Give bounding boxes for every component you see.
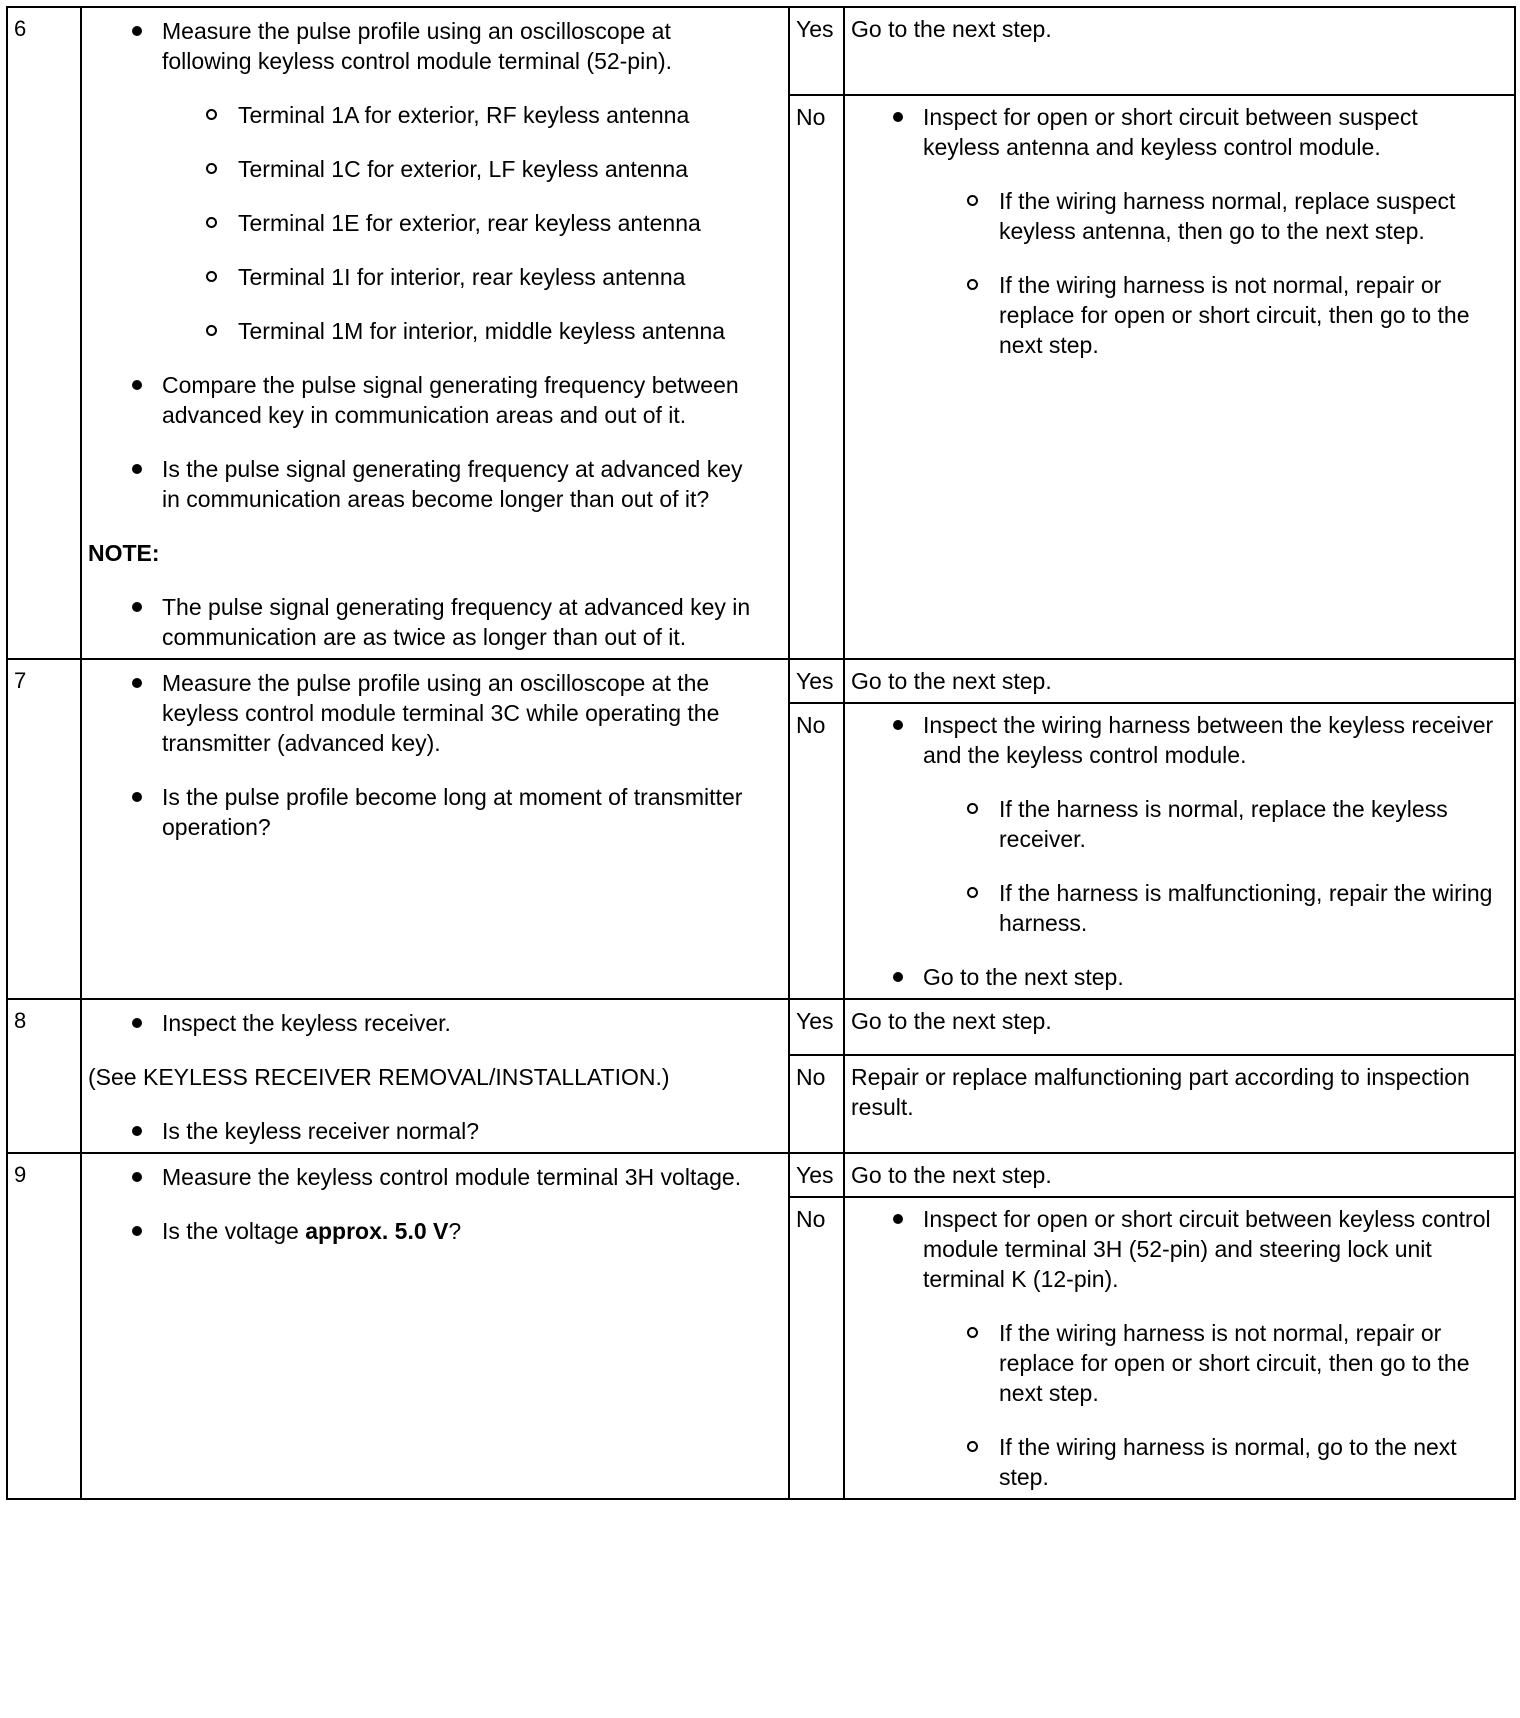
instruction-item: The pulse signal generating frequency at advanced key in communication are as twice as longer than out of it. bbox=[88, 592, 758, 652]
instruction-subitem: Terminal 1C for exterior, LF keyless antenna bbox=[88, 154, 758, 184]
action-subitem: If the harness is malfunctioning, repair the wiring harness. bbox=[851, 878, 1500, 938]
instruction-item: Is the pulse profile become long at moment of transmitter operation? bbox=[88, 782, 758, 842]
action-text: Go to the next step. bbox=[851, 1008, 1052, 1034]
instruction-item: Compare the pulse signal generating frequency between advanced key in communication areas and out of it. bbox=[88, 370, 758, 430]
action-subitem: If the wiring harness is normal, go to the next step. bbox=[851, 1432, 1500, 1492]
voltage-value: approx. 5.0 V bbox=[305, 1218, 449, 1244]
table-body bbox=[7, 7, 1515, 1499]
step-instructions bbox=[81, 659, 789, 999]
no-label: No bbox=[789, 1055, 844, 1153]
yes-action bbox=[844, 1153, 1515, 1197]
yes-action bbox=[844, 7, 1515, 95]
action-subitem: If the wiring harness normal, replace suspect keyless antenna, then go to the next step. bbox=[851, 186, 1500, 246]
instruction-text: Is the voltage bbox=[162, 1218, 306, 1244]
action-text: Go to the next step. bbox=[851, 1162, 1052, 1188]
no-label: No bbox=[789, 1197, 844, 1499]
yes-label: Yes bbox=[789, 7, 844, 95]
instruction-reference: (See KEYLESS RECEIVER REMOVAL/INSTALLATION.) bbox=[88, 1064, 670, 1090]
yes-label: Yes bbox=[789, 999, 844, 1055]
no-action bbox=[844, 1055, 1515, 1153]
step-number: 8 bbox=[7, 999, 81, 1153]
instruction-item: Measure the pulse profile using an oscilloscope at the keyless control module terminal 3C while operating the transmitter (advanced key). bbox=[88, 668, 758, 758]
step-row-6 bbox=[7, 7, 1515, 95]
step-instructions bbox=[81, 1153, 789, 1499]
no-label: No bbox=[789, 95, 844, 659]
no-action bbox=[844, 703, 1515, 999]
no-action bbox=[844, 1197, 1515, 1499]
action-text: Go to the next step. bbox=[851, 668, 1052, 694]
instruction-text-tail: ? bbox=[448, 1218, 462, 1244]
action-subitem: If the wiring harness is not normal, repair or replace for open or short circuit, then go to the next step. bbox=[851, 270, 1500, 360]
note-heading: NOTE: bbox=[88, 540, 160, 566]
action-item: Go to the next step. bbox=[851, 962, 1500, 992]
instruction-item: Measure the pulse profile using an oscilloscope at following keyless control module terminal (52-pin). bbox=[88, 16, 758, 76]
no-label: No bbox=[789, 703, 844, 999]
yes-action bbox=[844, 999, 1515, 1055]
action-item: Inspect for open or short circuit between suspect keyless antenna and keyless control module. bbox=[851, 102, 1500, 162]
yes-action bbox=[844, 659, 1515, 703]
step-number: 6 bbox=[7, 7, 81, 659]
step-instructions bbox=[81, 7, 789, 659]
step-row-7 bbox=[7, 659, 1515, 703]
instruction-subitem: Terminal 1M for interior, middle keyless antenna bbox=[88, 316, 758, 346]
instruction-item: Inspect the keyless receiver. bbox=[88, 1008, 758, 1038]
step-number: 7 bbox=[7, 659, 81, 999]
instruction-item: Is the pulse signal generating frequency at advanced key in communication areas become longer than out of it? bbox=[88, 454, 758, 514]
step-row-8 bbox=[7, 999, 1515, 1055]
diagnostic-steps-table bbox=[6, 6, 1516, 1500]
instruction-subitem: Terminal 1I for interior, rear keyless antenna bbox=[88, 262, 758, 292]
instruction-subitem: Terminal 1A for exterior, RF keyless antenna bbox=[88, 100, 758, 130]
step-instructions bbox=[81, 999, 789, 1153]
instruction-item: Measure the keyless control module terminal 3H voltage. bbox=[88, 1162, 758, 1192]
instruction-subitem: Terminal 1E for exterior, rear keyless antenna bbox=[88, 208, 758, 238]
no-action bbox=[844, 95, 1515, 659]
instruction-item bbox=[88, 1216, 758, 1246]
action-subitem: If the wiring harness is not normal, repair or replace for open or short circuit, then go to the next step. bbox=[851, 1318, 1500, 1408]
instruction-item: Is the keyless receiver normal? bbox=[88, 1116, 758, 1146]
action-text: Go to the next step. bbox=[851, 16, 1052, 42]
yes-label: Yes bbox=[789, 659, 844, 703]
step-row-9 bbox=[7, 1153, 1515, 1197]
step-number: 9 bbox=[7, 1153, 81, 1499]
action-item: Inspect the wiring harness between the keyless receiver and the keyless control module. bbox=[851, 710, 1500, 770]
yes-label: Yes bbox=[789, 1153, 844, 1197]
action-text: Repair or replace malfunctioning part according to inspection result. bbox=[851, 1064, 1470, 1120]
action-subitem: If the harness is normal, replace the keyless receiver. bbox=[851, 794, 1500, 854]
action-item: Inspect for open or short circuit between keyless control module terminal 3H (52-pin) and steering lock unit terminal K (12-pin). bbox=[851, 1204, 1500, 1294]
